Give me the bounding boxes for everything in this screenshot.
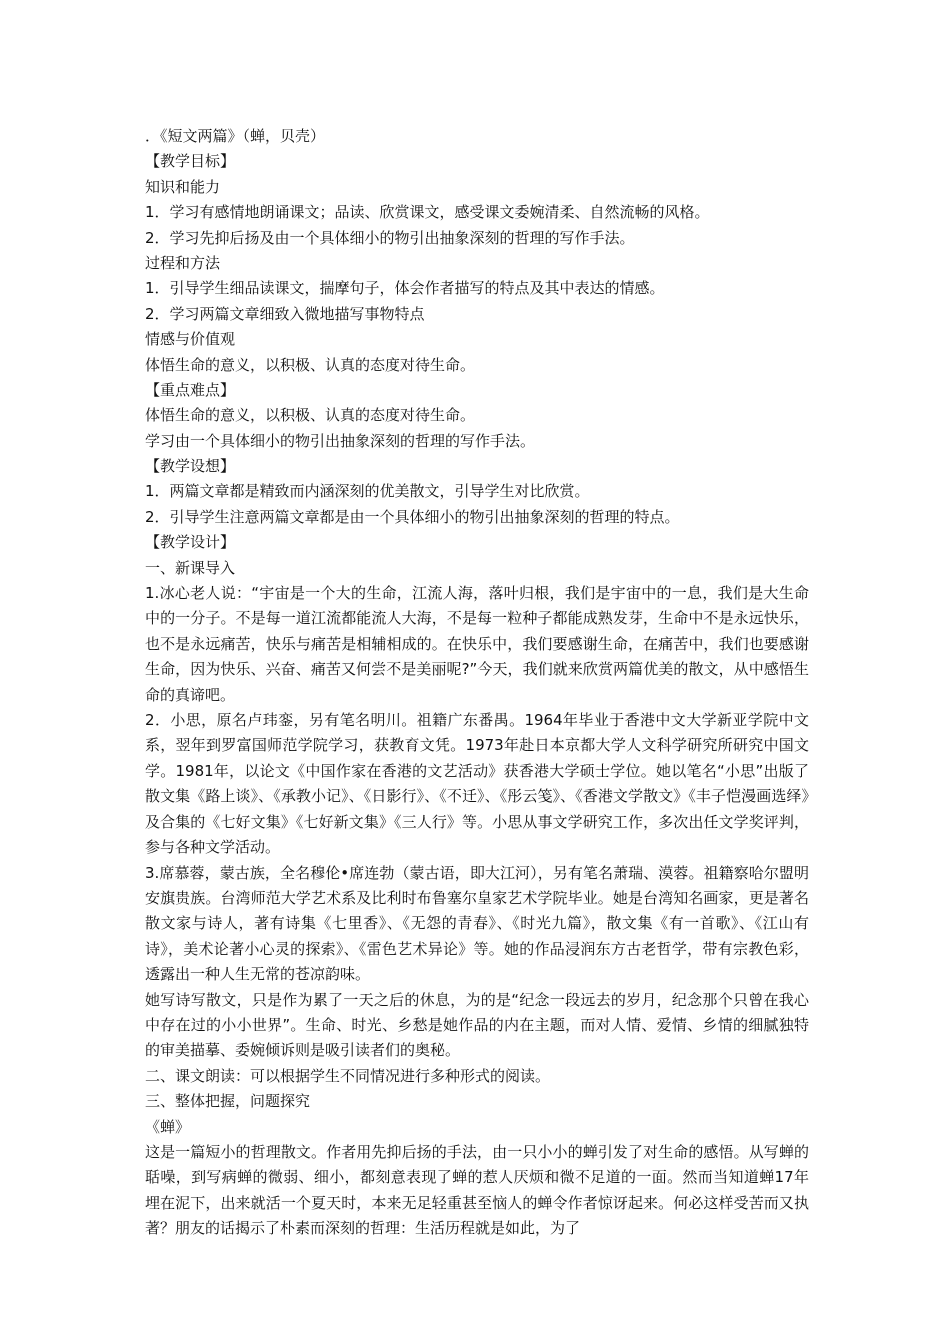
paragraph: 这是一篇短小的哲理散文。作者用先抑后扬的手法，由一只小小的蝉引发了对生命的感悟。从写蝉的聒噪，到写病蝉的微弱、细小，都刻意表现了蝉的惹人厌烦和微不足道的一面。然而当知道蝉17年埋在泥下，出来就活一个夏天时，本来无足轻重甚至恼人的蝉令作者惊讶起来。何必这样受苦而又执著？朋友的话揭示了朴素而深刻的哲理：生活历程就是如此，为了 bbox=[145, 1142, 809, 1238]
subheading: 情感与价值观 bbox=[145, 330, 236, 349]
text-line: 体悟生命的意义，以积极、认真的态度对待生命。 bbox=[145, 406, 476, 425]
subheading: 过程和方法 bbox=[145, 253, 221, 272]
list-item: 2．学习两篇文章细致入微地描写事物特点 bbox=[145, 304, 425, 323]
text-line: 《蝉》 bbox=[145, 1117, 191, 1136]
list-item: 2．学习先抑后扬及由一个具体细小的物引出抽象深刻的哲理的写作手法。 bbox=[145, 228, 635, 247]
list-item: 1．两篇文章都是精致而内涵深刻的优美散文，引导学生对比欣赏。 bbox=[145, 482, 590, 501]
section-heading: 【教学目标】 bbox=[145, 152, 236, 171]
list-item: 1．学习有感情地朗诵课文；品读、欣赏课文，感受课文委婉清柔、自然流畅的风格。 bbox=[145, 203, 710, 222]
paragraph: 2．小思，原名卢玮銮，另有笔名明川。祖籍广东番禺。1964年毕业于香港中文大学新亚学院中文系，翌年到罗富国师范学院学习，获教育文凭。1973年赴日本京都大学人文科学研究所研究中国文学。1981年，以论文《中国作家在香港的文艺活动》获香港大学硕士学位。她以笔名“小思”出版了散文集《路上谈》、《承教小记》、《日影行》、《不迁》、《彤云笺》、《香港文学散文》《丰子恺漫画选绎》及合集的《七好文集》《七好新文集》《三人行》等。小思从事文学研究工作，多次出任文学奖评判，参与各种文学活动。 bbox=[145, 711, 809, 857]
paragraph: 1.冰心老人说：“宇宙是一个大的生命，江流人海，落叶归根，我们是宇宙中的一息，我们是大生命中的一分子。不是每一道江流都能流人大海，不是每一粒种子都能成熟发芽，生命中不是永远快乐，也不是永远痛苦，快乐与痛苦是相辅相成的。在快乐中，我们要感谢生命，在痛苦中，我们也要感谢生命，因为快乐、兴奋、痛苦又何尝不是美丽呢?”今天，我们就来欣赏两篇优美的散文，从中感悟生命的真谛吧。 bbox=[145, 584, 809, 704]
text-line: 体悟生命的意义，以积极、认真的态度对待生命。 bbox=[145, 355, 476, 374]
text-line: 学习由一个具体细小的物引出抽象深刻的哲理的写作手法。 bbox=[145, 431, 536, 450]
section-heading: 【重点难点】 bbox=[145, 380, 236, 399]
document-page bbox=[145, 124, 809, 1242]
list-item: 1．引导学生细品读课文，揣摩句子，体会作者描写的特点及其中表达的情感。 bbox=[145, 279, 665, 298]
section-heading: 【教学设计】 bbox=[145, 533, 236, 552]
paragraph: 她写诗写散文，只是作为累了一天之后的休息，为的是“纪念一段远去的岁月，纪念那个只曾在我心中存在过的小小世界”。生命、时光、乡愁是她作品的内在主题，而对人情、爱情、乡情的细腻独特的审美描摹、委婉倾诉则是吸引读者们的奥秘。 bbox=[145, 990, 809, 1060]
subheading: 一、新课导入 bbox=[145, 558, 236, 577]
subheading: 二、课文朗读：可以根据学生不同情况进行多种形式的阅读。 bbox=[145, 1066, 551, 1085]
paragraph: 3.席慕蓉，蒙古族，全名穆伦•席连勃（蒙古语，即大江河），另有笔名萧瑞、漠蓉。祖籍察哈尔盟明安旗贵族。台湾师范大学艺术系及比利时布鲁塞尔皇家艺术学院毕业。她是台湾知名画家，更是著名散文家与诗人，著有诗集《七里香》、《无怨的青春》、《时光九篇》，散文集《有一首歌》、《江山有诗》，美术论著小心灵的探索》、《雷色艺术异论》等。她的作品浸润东方古老哲学，带有宗教色彩，透露出一种人生无常的苍凉韵味。 bbox=[145, 863, 809, 984]
list-item: 2．引导学生注意两篇文章都是由一个具体细小的物引出抽象深刻的哲理的特点。 bbox=[145, 507, 680, 526]
subheading: 知识和能力 bbox=[145, 177, 221, 196]
text-line: ．《短文两篇》（蝉，贝壳） bbox=[145, 127, 326, 145]
subheading: 三、整体把握，问题探究 bbox=[145, 1092, 311, 1111]
section-heading: 【教学设想】 bbox=[145, 457, 236, 476]
